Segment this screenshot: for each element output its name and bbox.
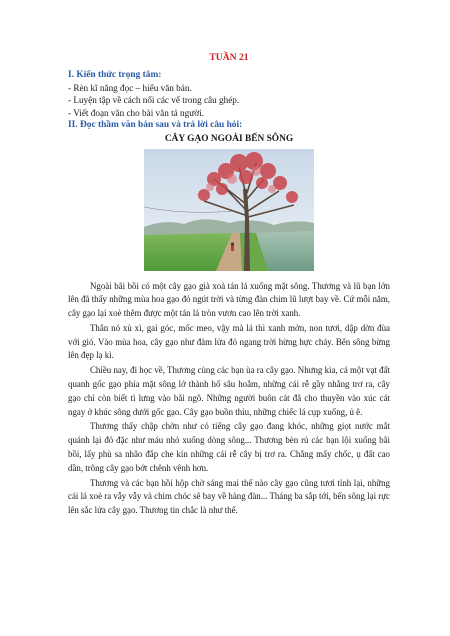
bullet-item: - Luyện tập về cách nối các vế trong câu ghép. (68, 95, 240, 105)
story-paragraph: Chiều nay, đi học về, Thương cùng các bạn ùa ra cây gạo. Nhưng kìa, cả một vạt đất quanh gốc gạo phía mặt sông lở thành hố sâu hoắm, những cái rễ gầy nhẳng trơ ra, cây gạo chỉ còn biết tì lưng vào bãi ngô. Những người buôn cát đã cho thuyền vào xúc cát ngay ở khúc sông dưới gốc gạo. Cây gạo buồn thiu, những chiếc lá cụp xuống, ủ ê. (68, 365, 390, 417)
story-title: CÂY GẠO NGOÀI BẾN SÔNG (164, 133, 294, 144)
document-page (68, 52, 390, 519)
story-paragraph: Thương thấy chập chờn như có tiếng cây gạo đang khóc, những giọt nước mắt quánh lại đỏ đặc như máu nhỏ xuống dòng sông... Thương bèn rủ các bạn lội xuống bãi bồi, lấy phù sa nhão đắp che kín những cái rễ cây bị trơ ra. Chẳng mấy chốc, ụ đất cao dần, trông cây gạo bớt chênh vênh hơn. (68, 421, 390, 473)
week-title: TUẦN 21 (209, 52, 249, 63)
kapok-tree-photo (144, 149, 314, 271)
story-paragraph: Thân nó xù xì, gai góc, mốc meo, vậy mà lá thì xanh mởn, non tươi, dập dờn đùa với gió. Vào mùa hoa, cây gạo như đám lửa đỏ ngang trời hừng hực cháy. Bến sông bừng lên đẹp lạ kì. (68, 322, 390, 361)
bullet-item: - Viết đoạn văn cho bài văn tả người. (68, 107, 204, 118)
section-heading-knowledge: I. Kiến thức trọng tâm: (68, 70, 162, 80)
section-heading-reading: II. Đọc thầm văn bản sau và trả lời câu hỏi: (68, 120, 243, 130)
story-paragraph: Thương và các bạn hồi hộp chờ sáng mai thế nào cây gạo cũng tươi tỉnh lại, những cái lá xoè ra vẫy vẫy và chim chóc sẽ bay về hàng đàn... Tháng ba sắp tới, bến sông lại rực lên sắc lửa cây gạo. Thương tin chắc là như thế. (68, 477, 390, 516)
bullet-item: - Rèn kĩ năng đọc – hiểu văn bản. (68, 82, 192, 93)
story-paragraph: Ngoài bãi bồi có một cây gạo già xoà tán lá xuống mặt sông. Thương và lũ bạn lớn lên đã thấy những mùa hoa gạo đỏ ngút trời và từng đàn chim lũ lượt bay về. Cứ mỗi năm, cây gạo lại xoè thêm được một tán lá tròn vươn cao lên trời xanh. (68, 280, 390, 319)
